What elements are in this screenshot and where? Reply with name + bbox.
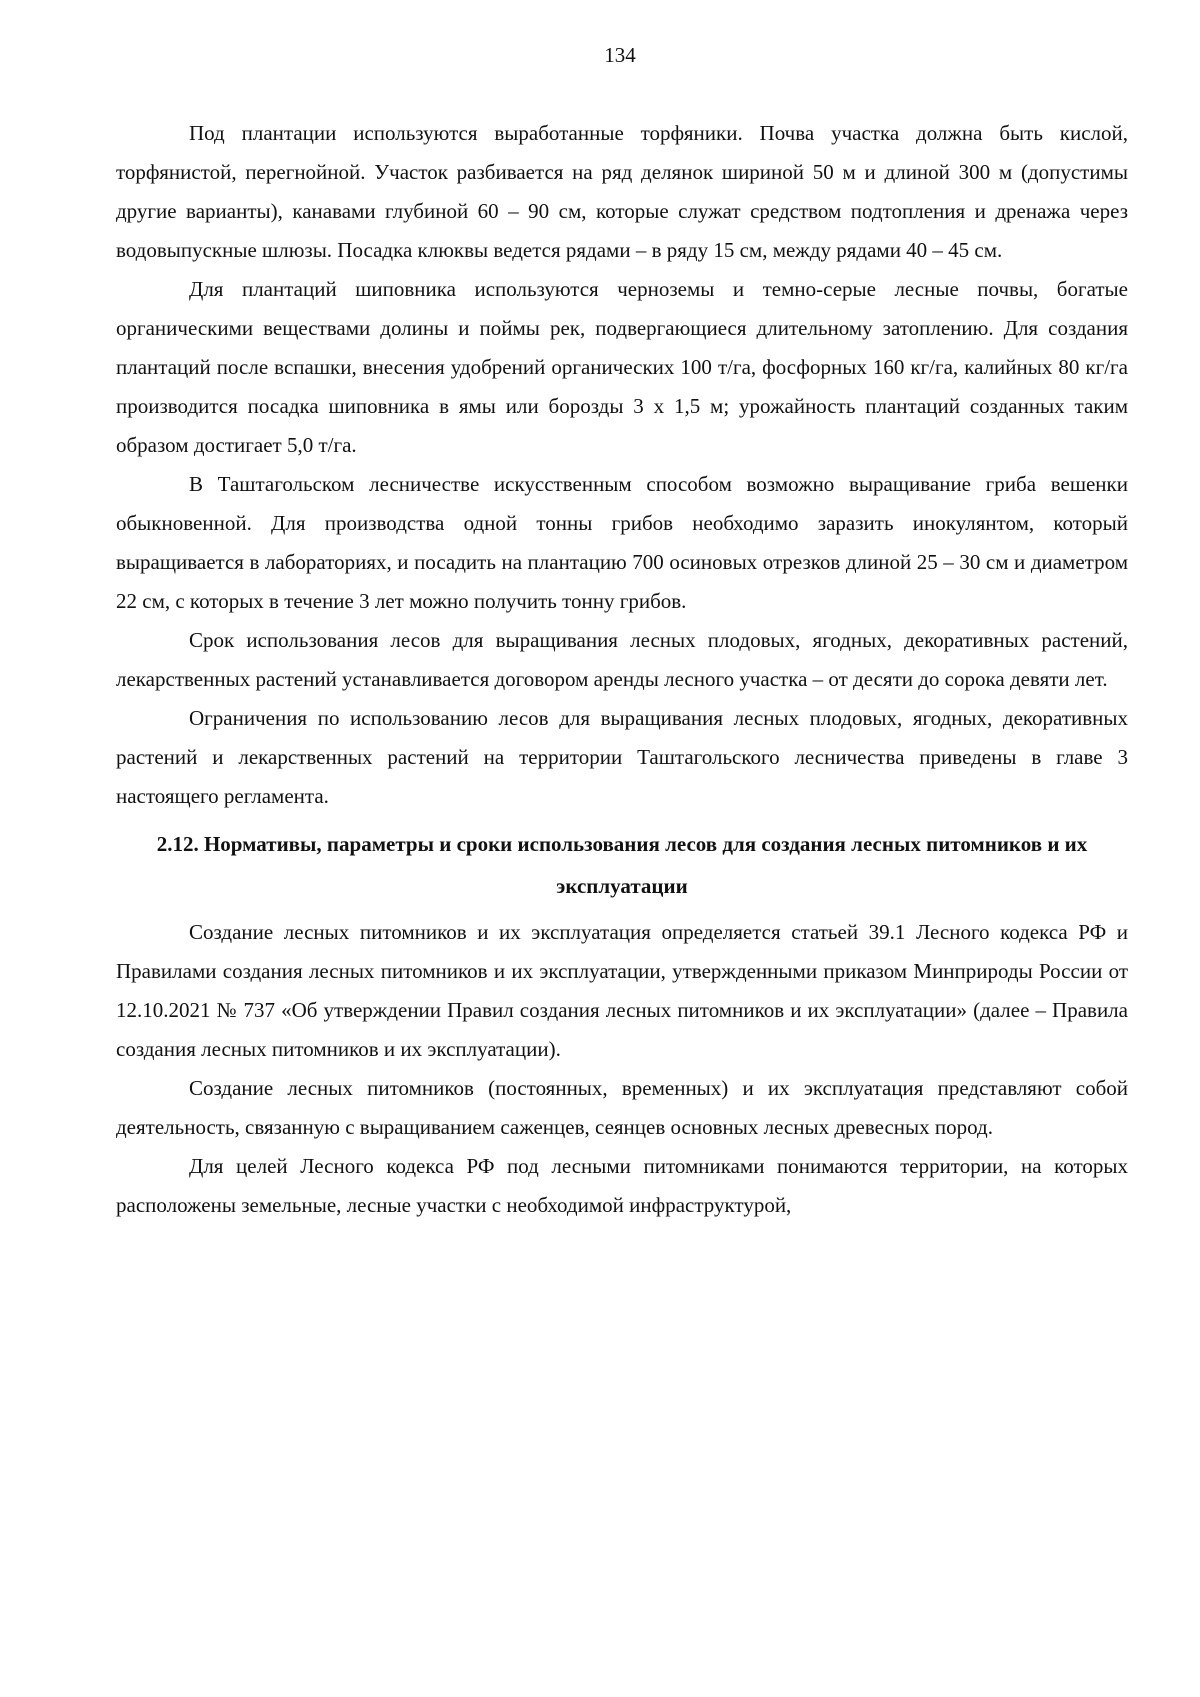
paragraph-usage-restrictions: Ограничения по использованию лесов для выращивания лесных плодовых, ягодных, декоративных растений и лекарственных растений на территории Таштагольского лесничества приведены в главе 3 настоящего регламента.: [116, 706, 1128, 808]
paragraph-cranberry-plantations: Под плантации используются выработанные торфяники. Почва участка должна быть кислой, торфянистой, перегнойной. Участок разбивается на ряд делянок шириной 50 м и длиной 300 м (допустимы другие варианты), канавами глубиной 60 – 90 см, которые служат средством подтопления и дренажа через водовыпускные шлюзы. Посадка клюквы ведется рядами – в ряду 15 см, между рядами 40 – 45 см.: [116, 121, 1128, 262]
paragraph-rosehip-plantations: Для плантаций шиповника используются черноземы и темно-серые лесные почвы, богатые органическими веществами долины и поймы рек, подвергающиеся длительному затоплению. Для создания плантаций после вспашки, внесения удобрений органических 100 т/га, фосфорных 160 кг/га, калийных 80 кг/га производится посадка шиповника в ямы или борозды 3 х 1,5 м; урожайность плантаций созданных таким образом достигает 5,0 т/га.: [116, 277, 1128, 457]
document-body: [116, 114, 1128, 1225]
paragraph-nursery-activity: Создание лесных питомников (постоянных, временных) и их эксплуатация представляют собой деятельность, связанную с выращиванием саженцев, сеянцев основных лесных древесных пород.: [116, 1076, 1128, 1139]
paragraph-usage-term: Срок использования лесов для выращивания лесных плодовых, ягодных, декоративных растений, лекарственных растений устанавливается договором аренды лесного участка – от десяти до сорока девяти лет.: [116, 628, 1128, 691]
paragraph-nursery-definition: Для целей Лесного кодекса РФ под лесными питомниками понимаются территории, на которых расположены земельные, лесные участки с необходимой инфраструктурой,: [116, 1154, 1128, 1217]
section-heading: 2.12. Нормативы, параметры и сроки использования лесов для создания лесных питомников и их эксплуатации: [156, 832, 1088, 898]
paragraph-nursery-legal-basis: Создание лесных питомников и их эксплуатация определяется статьей 39.1 Лесного кодекса РФ и Правилами создания лесных питомников и их эксплуатации, утвержденными приказом Минприроды России от 12.10.2021 № 737 «Об утверждении Правил создания лесных питомников и их эксплуатации» (далее – Правила создания лесных питомников и их эксплуатации).: [116, 920, 1128, 1061]
page-number: 134: [604, 43, 636, 67]
paragraph-oyster-mushroom: В Таштагольском лесничестве искусственным способом возможно выращивание гриба вешенки обыкновенной. Для производства одной тонны грибов необходимо заразить инокулянтом, который выращивается в лабораториях, и посадить на плантацию 700 осиновых отрезков длиной 25 – 30 см и диаметром 22 см, с которых в течение 3 лет можно получить тонну грибов.: [116, 472, 1128, 613]
